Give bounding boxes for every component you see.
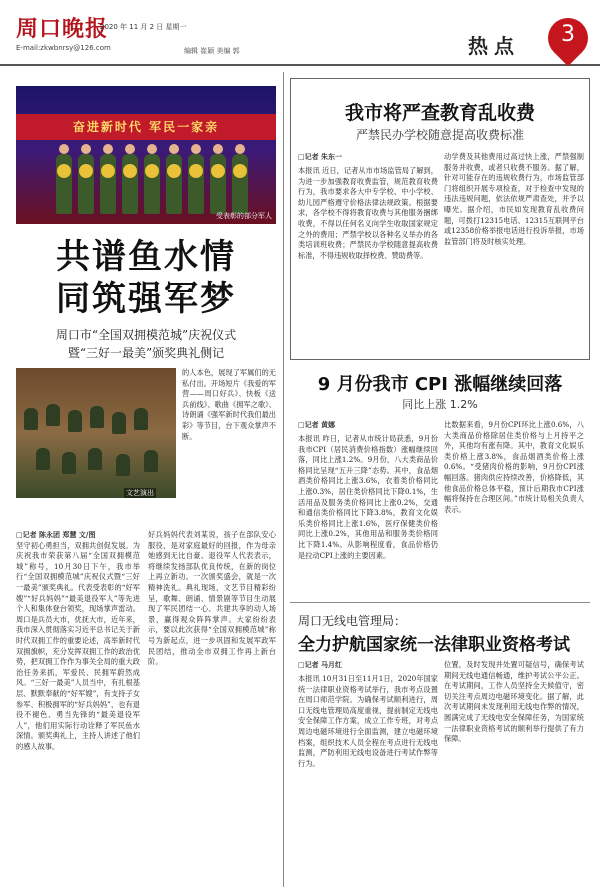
article3-headline: 全力护航国家统一法律职业资格考试 (298, 635, 570, 655)
subheadline-line-2: 暨“三好一最美”颁奖典礼侧记 (67, 346, 225, 360)
section-name: 热点 (468, 34, 520, 58)
audience-figure (62, 452, 76, 474)
feature-text-col2: 好兵妈妈代表刘某说，孩子在部队安心服役，是对家庭最好的回报，作为母亲她感到无比自豪。退役军人代表表示，将继续发扬部队优良传统，在新的岗位上再立新功。一次颁奖盛会，就是一次精神洗礼。典礼现场，文艺节目精彩纷呈，歌舞、朗诵、情景剧等节目生动展现了军民团结一心、共建共享的动人场景，赢得观众阵阵掌声。大家纷纷表示，要以此次获得“全国双拥模范城”称号为新起点，进一步巩固和发展军政军民团结，推动全市双拥工作再上新台阶。 (148, 530, 276, 667)
feature-text-col3: 的人本色，展现了军属们的无私付出。开场短片《我爱的军营——周口好兵》、快板《送兵前线》、歌曲《拥军之歌》、诗朗诵《强军新时代我们最出彩》等节目，台下观众掌声不断。 (182, 368, 276, 441)
column-divider (283, 72, 284, 887)
audience-figure (116, 454, 130, 476)
soldier-figure (100, 154, 116, 214)
audience-figure (36, 448, 50, 470)
article2-subheadline: 同比上涨 1.2% (402, 398, 478, 411)
article1-subheadline: 严禁民办学校随意提高收费标准 (355, 128, 524, 142)
audience-figure (90, 406, 104, 428)
feature-photo-stage (16, 86, 276, 224)
soldier-figure (56, 154, 72, 214)
article1-text-col2: 动学费及其他费用过高过快上涨，严禁强制服务并收费，或者只收费不服务。据了解，针对可能存在的违规收费行为，市场监管部门将组织开展专项检查，对于检查中发现的违法违规问题，依法依规严肃查处，并予以曝光。据介绍，市民如发现教育乱收费问题，可拨打12315电话、12315互联网平台或12358价格举报电话进行投诉举报，市场监管部门将及时核实处理。 (444, 152, 584, 246)
soldier-figure (232, 154, 248, 214)
feature-headline (16, 236, 276, 320)
newspaper-logo: 周口晚报 (16, 16, 109, 42)
feature-paragraph: 坚守初心勇担当，双拥共创促发展。为庆祝我市荣获第八届“全国双拥模范城”称号，10月30日下午，我市举行“全国双拥模范城”庆祝仪式暨“三好一最美”颁奖典礼。代表受表彰的“好军嫂”“好兵妈妈”“最美退役军人”等先进个人和集体登台领奖，现场掌声雷动。周口是兵员大市，优抚大市，近年来，我市深入贯彻落实习近平总书记关于新时代双拥工作的重要论述，高举新时代双拥旗帜，充分发挥双拥工作的政治优势，把双拥工作作为事关全局的重大政治任务来抓，军爱民、民拥军蔚然成风。“三好一最美”人员当中，有扎根基层、默默奉献的“好军嫂”，有支持子女参军、积极拥军的“好兵妈妈”，也有退役不褪色、勇当先锋的“最美退役军人”，他们用实际行动诠释了军民鱼水深情。颁奖典礼上，主持人讲述了他们的感人故事。 (16, 540, 140, 751)
feature-text-col1 (16, 530, 140, 885)
audience-figure (112, 412, 126, 434)
article1-byline: □记者 朱东一 (298, 152, 343, 161)
soldier-figure (188, 154, 204, 214)
headline-line-2: 同筑强军梦 (56, 279, 236, 319)
editor-credits: 编辑 崔颖 美编 郭 (184, 47, 240, 55)
audience-figure (46, 404, 60, 426)
subheadline-line-1: 周口市“全国双拥模范城”庆祝仪式 (55, 328, 237, 342)
photo-caption: 文艺演出 (126, 489, 154, 497)
audience-figure (88, 448, 102, 470)
feature-subheadline (16, 326, 276, 362)
feature-photo-audience (16, 368, 176, 498)
contact-email: E-mail:zkwbnrsy@126.com (16, 44, 111, 52)
article3-kicker: 周口无线电管理局： (298, 614, 407, 628)
headline-line-1: 共谱鱼水情 (56, 237, 236, 277)
feature-byline: □记者 陈永团 郑慧 文/图 (16, 530, 96, 539)
audience-figure (24, 408, 38, 430)
article2-text-col2: 比数据来看，9月份CPI环比上涨0.6%，八大类商品价格除居住类价格与上月持平之外，其他均有涨有降。其中，教育文化娱乐类价格上涨3.8%，食品烟酒类价格上涨0.6%。“受猪肉价格的影响，9月份CPI涨幅回落。猪肉供应持续改善，价格降低，其他食品价格总体平稳，预计后期我市CPI涨幅将保持在合理区间。”市统计局相关负责人表示。 (444, 420, 584, 514)
soldier-figure (122, 154, 138, 214)
article1-headline: 我市将严查教育乱收费 (344, 102, 535, 124)
article3-byline: □记者 马月红 (298, 660, 343, 669)
soldier-figure (166, 154, 182, 214)
photo-caption: 受表彰的部分军人 (216, 212, 272, 220)
audience-figure (134, 408, 148, 430)
page-number: 3 (561, 22, 575, 47)
article-divider (290, 602, 590, 603)
soldier-figure (210, 154, 226, 214)
article2-byline: □记者 黄娜 (298, 420, 336, 429)
audience-figure (68, 410, 82, 432)
soldier-figure (144, 154, 160, 214)
article2-headline: 9 月份我市 CPI 涨幅继续回落 (317, 374, 563, 395)
article3-text-col2: 位置，及时发现并处置可疑信号，确保考试期间无线电通信畅通，维护考试公平公正。在考试期间，工作人员坚持全天候值守，密切关注考点周边电磁环境变化。据了解，此次考试期间未发现利用无线电作弊的情况，圆满完成了无线电安全保障任务，为国家统一法律职业资格考试的顺利举行提供了有力保障。 (444, 660, 584, 744)
article3-text-col1: 本报讯 10月31日至11月1日，2020年国家统一法律职业资格考试举行，我市考点设置在周口师范学院。为确保考试顺利进行，周口无线电管理局高度重视，提前制定无线电安全保障工作方案，成立工作专班，对考点周边电磁环境进行全面监测，建立电磁环境档案，组织技术人员全程在考点进行无线电监测，严防利用无线电设备进行考试作弊等行为。 (298, 674, 438, 768)
stage-banner-text: 奋进新时代 军民一家亲 (16, 114, 276, 140)
audience-figure (144, 450, 158, 472)
article2-text-col1: 本报讯 昨日，记者从市统计局获悉，9月份我市CPI（居民消费价格指数）涨幅继续回落，同比上涨1.2%。9月份，八大类商品价格同比呈现“五升三降”态势。其中，食品烟酒类价格同比上涨3.6%，衣着类价格同比上涨0.3%，居住类价格同比下降0.1%，生活用品及服务类价格同比上涨0.2%，交通和通信类价格同比下降3.8%，教育文化娱乐类价格同比上涨1.6%，医疗保健类价格同比上涨0.2%，其他用品和服务类价格同比下降1.4%。从影响程度看，食品价格仍是拉动CPI上涨的主要因素。 (298, 434, 438, 560)
article1-text-col1: 本报讯 近日，记者从市市场监管局了解到，为进一步加强教育收费监管，规范教育收费行为，我市要求各大中专学校、中小学校、幼儿园严格遵守价格法律法规政策。根据要求，各学校不得将教育收费与其他服务捆绑收费，不得以任何名义向学生收取国家规定之外的费用；严禁学校以各种名义举办的各类培训班收费；严禁民办学校随意提高收费标准，不得违规收取择校费、赞助费等。 (298, 166, 438, 260)
issue-date: 2020 年 11 月 2 日 星期一 (100, 23, 187, 31)
soldier-figure (78, 154, 94, 214)
